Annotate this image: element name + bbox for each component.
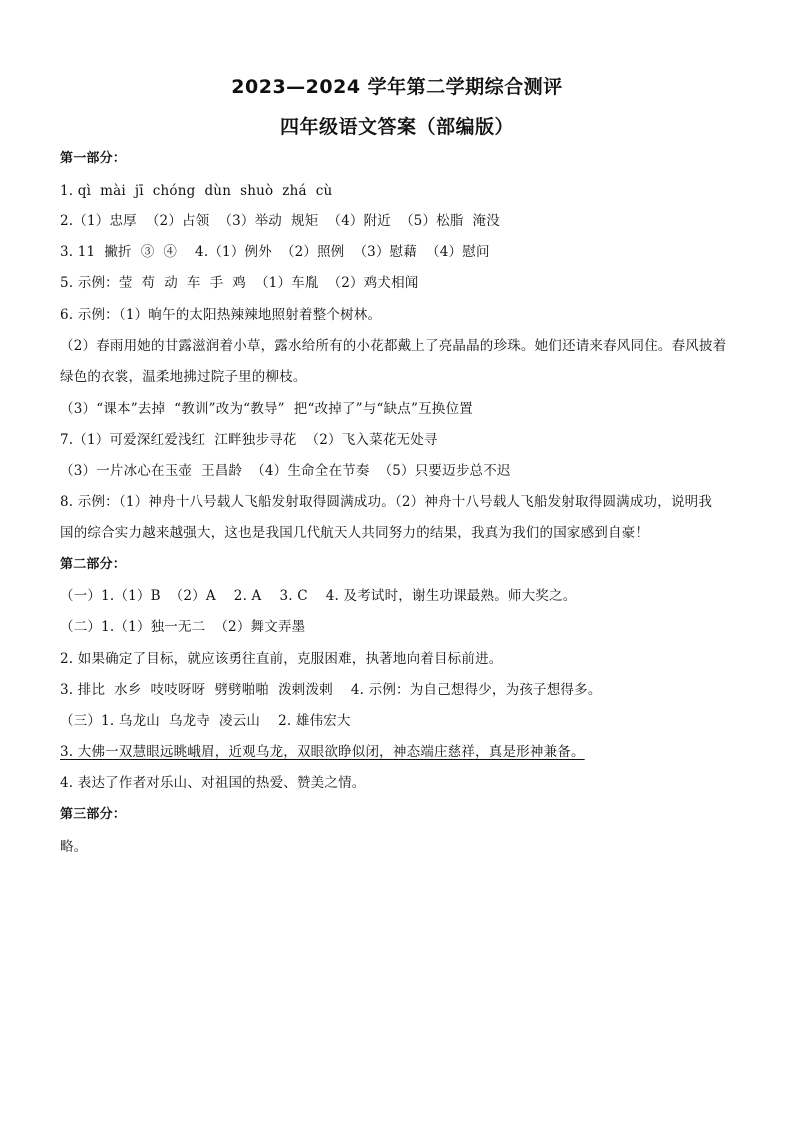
answer-line: 1. qì mài jī chóng dùn shuò zhá cù bbox=[60, 183, 333, 199]
answer-line: （3）一片冰心在玉壶 王昌龄 （4）生命全在节奏 （5）只要迈步总不迟 bbox=[60, 463, 511, 479]
answer-line: 4. 表达了作者对乐山、对祖国的热爱、赞美之情。 bbox=[60, 775, 366, 791]
answer-line: 2.（1）忠厚 （2）占领 （3）举动 规矩 （4）附近 （5）松脂 淹没 bbox=[60, 213, 500, 229]
section-heading-part-3: 第三部分： bbox=[60, 807, 127, 822]
answer-line: 2. 如果确定了目标，就应该勇往直前，克服困难，执著地向着目标前进。 bbox=[60, 651, 503, 667]
answer-line: 5. 示例：莹 苟 动 车 手 鸡 （1）车胤 （2）鸡犬相闻 bbox=[60, 275, 419, 291]
section-heading-part-1: 第一部分： bbox=[60, 151, 127, 166]
answer-line-underlined: 3. 大佛一双慧眼远眺峨眉，近观乌龙，双眼欲睁似闭，神态端庄慈祥，真是形神兼备。 bbox=[60, 744, 585, 760]
answer-line: 6. 示例：（1）晌午的太阳热辣辣地照射着整个树林。 bbox=[60, 307, 382, 323]
document-subtitle: 四年级语文答案（部编版） bbox=[279, 116, 514, 138]
answer-line: 绿色的衣裳，温柔地拂过院子里的柳枝。 bbox=[60, 369, 307, 385]
answer-line: （一）1.（1）B （2）A 2. A 3. C 4. 及考试时，谢生功课最熟。师大奖之。 bbox=[60, 588, 577, 604]
answer-line: 3. 排比 水乡 吱吱呀呀 劈劈啪啪 泼剌泼剌 4. 示例：为自己想得少，为孩子想得多。 bbox=[60, 682, 602, 698]
answer-line: 国的综合实力越来越强大，这也是我国几代航天人共同努力的结果，我真为我们的国家感到自豪！ bbox=[60, 525, 650, 541]
answer-line: （三）1. 乌龙山 乌龙寺 凌云山 2. 雄伟宏大 bbox=[60, 713, 351, 729]
document-title: 2023—2024 学年第二学期综合测评 bbox=[231, 76, 563, 98]
answer-line: （2）春雨用她的甘露滋润着小草，露水给所有的小花都戴上了亮晶晶的珍珠。她们还请来春风同住。春风披着 bbox=[60, 338, 727, 354]
answer-line: 8. 示例：（1）神舟十八号载人飞船发射取得圆满成功。（2）神舟十八号载人飞船发射取得圆满成功，说明我 bbox=[60, 494, 713, 510]
answer-line: 略。 bbox=[60, 839, 88, 855]
section-heading-part-2: 第二部分： bbox=[60, 557, 127, 572]
answer-line: （二）1.（1）独一无二 （2）舞文弄墨 bbox=[60, 619, 306, 635]
answer-line: 7.（1）可爱深红爱浅红 江畔独步寻花 （2）飞入菜花无处寻 bbox=[60, 432, 438, 448]
answer-line: 3. 11 撇折 ③ ④ 4.（1）例外 （2）照例 （3）慰藉 （4）慰问 bbox=[60, 244, 490, 260]
answer-line: （3）“课本”去掉 “教训”改为“教导” 把“改掉了”与“缺点”互换位置 bbox=[60, 401, 473, 417]
